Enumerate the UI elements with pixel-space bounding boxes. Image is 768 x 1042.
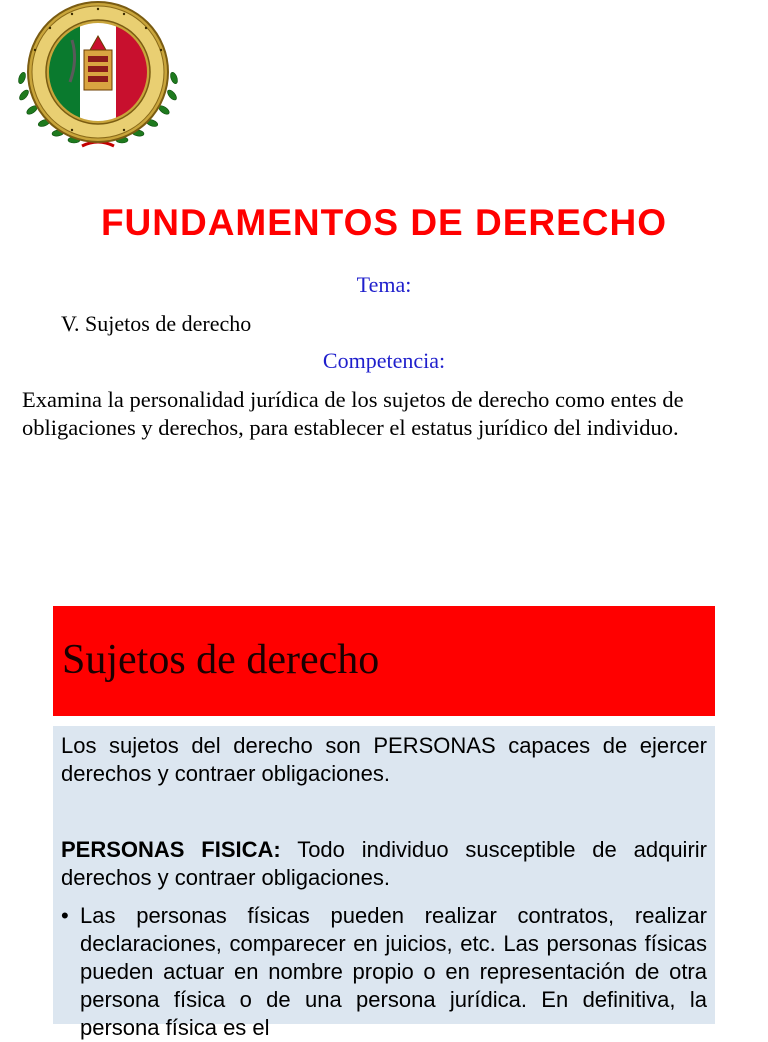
- tema-label: Tema:: [356, 272, 412, 297]
- slide2-body-content: [61, 732, 707, 1042]
- paragraph-persona-fisica: [61, 836, 707, 892]
- competencia-text: Examina la personalidad jurídica de los sujetos de derecho como entes de obligaciones y derechos, para establecer el estatus jurídico del individuo.: [22, 387, 684, 440]
- paragraph-personas: Los sujetos del derecho son PERSONAS capaces de ejercer derechos y contraer obligaciones.: [61, 733, 707, 786]
- slide2-header: [53, 606, 715, 716]
- persona-fisica-text: Todo individuo susceptible de adquirir derechos y contraer obligaciones.: [61, 837, 707, 890]
- bullet-icon: •: [61, 903, 69, 928]
- institutional-seal-icon: [12, 0, 184, 152]
- tema-value: V. Sujetos de derecho: [61, 311, 252, 336]
- competencia-label: Competencia:: [322, 348, 446, 373]
- slide2-body: [53, 726, 715, 1040]
- persona-fisica-label: PERSONAS FISICA:: [61, 837, 281, 862]
- slide2-title: Sujetos de derecho: [62, 637, 380, 683]
- bullet-text: Las personas físicas pueden realizar contratos, realizar declaraciones, comparecer en juicios, etc. Las personas físicas pueden actuar en nombre propio o en representación de otra persona física o de una persona jurídica. En definitiva, la persona física es el: [80, 903, 707, 1040]
- main-title: FUNDAMENTOS DE DERECHO: [100, 202, 668, 243]
- list-item: [61, 902, 707, 1042]
